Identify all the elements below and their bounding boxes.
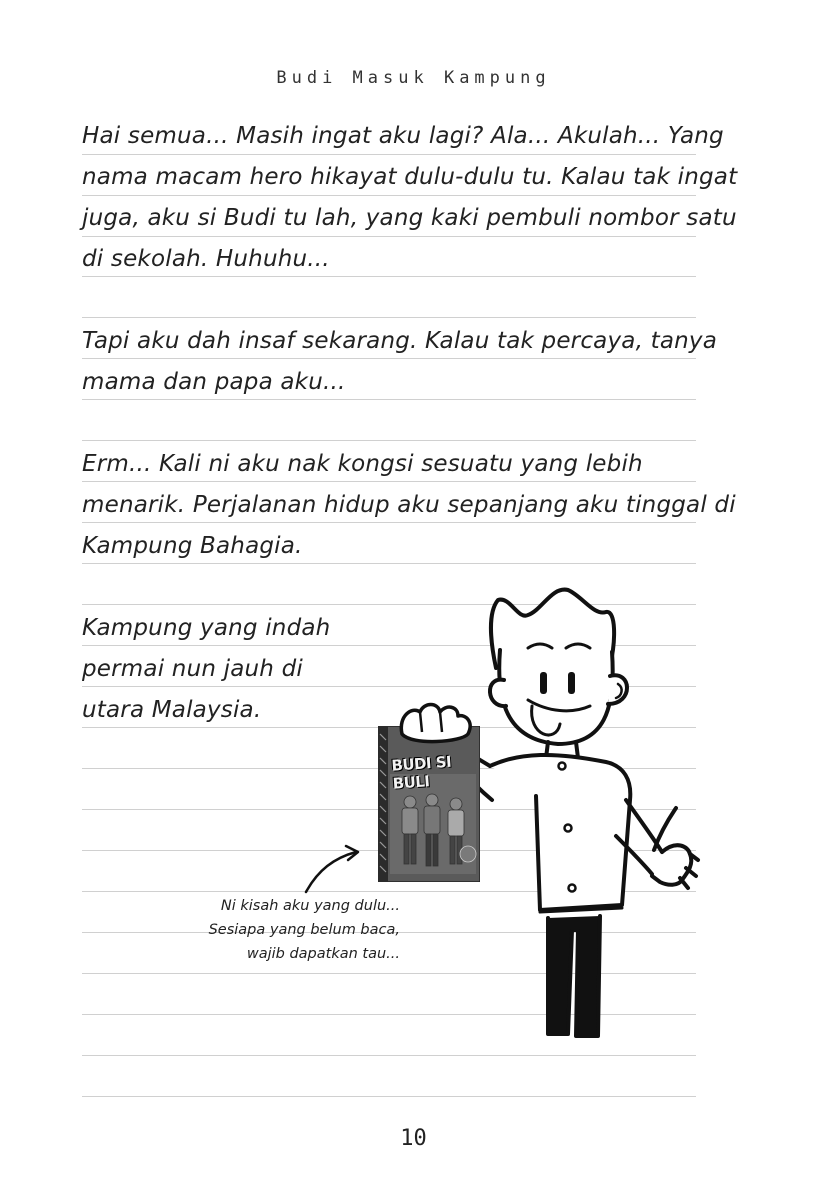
text-line: utara Malaysia. [82, 697, 262, 723]
page-number: 10 [400, 1126, 427, 1151]
book-caption [180, 894, 400, 966]
text-line: permai nun jauh di [82, 656, 303, 682]
text-line: Hai semua... Masih ingat aku lagi? Ala... Akulah... Yang [82, 123, 724, 149]
text-line: juga, aku si Budi tu lah, yang kaki pembuli nombor satu [82, 205, 737, 231]
text-line: Kampung Bahagia. [82, 533, 303, 559]
text-line: di sekolah. Huhuhu... [82, 246, 330, 272]
running-head: Budi Masuk Kampung [276, 68, 551, 88]
text-line: mama dan papa aku... [82, 369, 346, 395]
caption-line: Sesiapa yang belum baca, [208, 922, 400, 938]
book-title: BUDI SI BULI [390, 752, 452, 793]
text-line: menarik. Perjalanan hidup aku sepanjang aku tinggal di [82, 492, 736, 518]
caption-line: Ni kisah aku yang dulu... [220, 898, 400, 914]
text-line: Kampung yang indah [82, 615, 331, 641]
text-line: nama macam hero hikayat dulu-dulu tu. Kalau tak ingat [82, 164, 738, 190]
text-line: Tapi aku dah insaf sekarang. Kalau tak percaya, tanya [82, 328, 718, 354]
caption-line: wajib dapatkan tau... [246, 946, 400, 962]
text-line: Erm... Kali ni aku nak kongsi sesuatu yang lebih [82, 451, 643, 477]
